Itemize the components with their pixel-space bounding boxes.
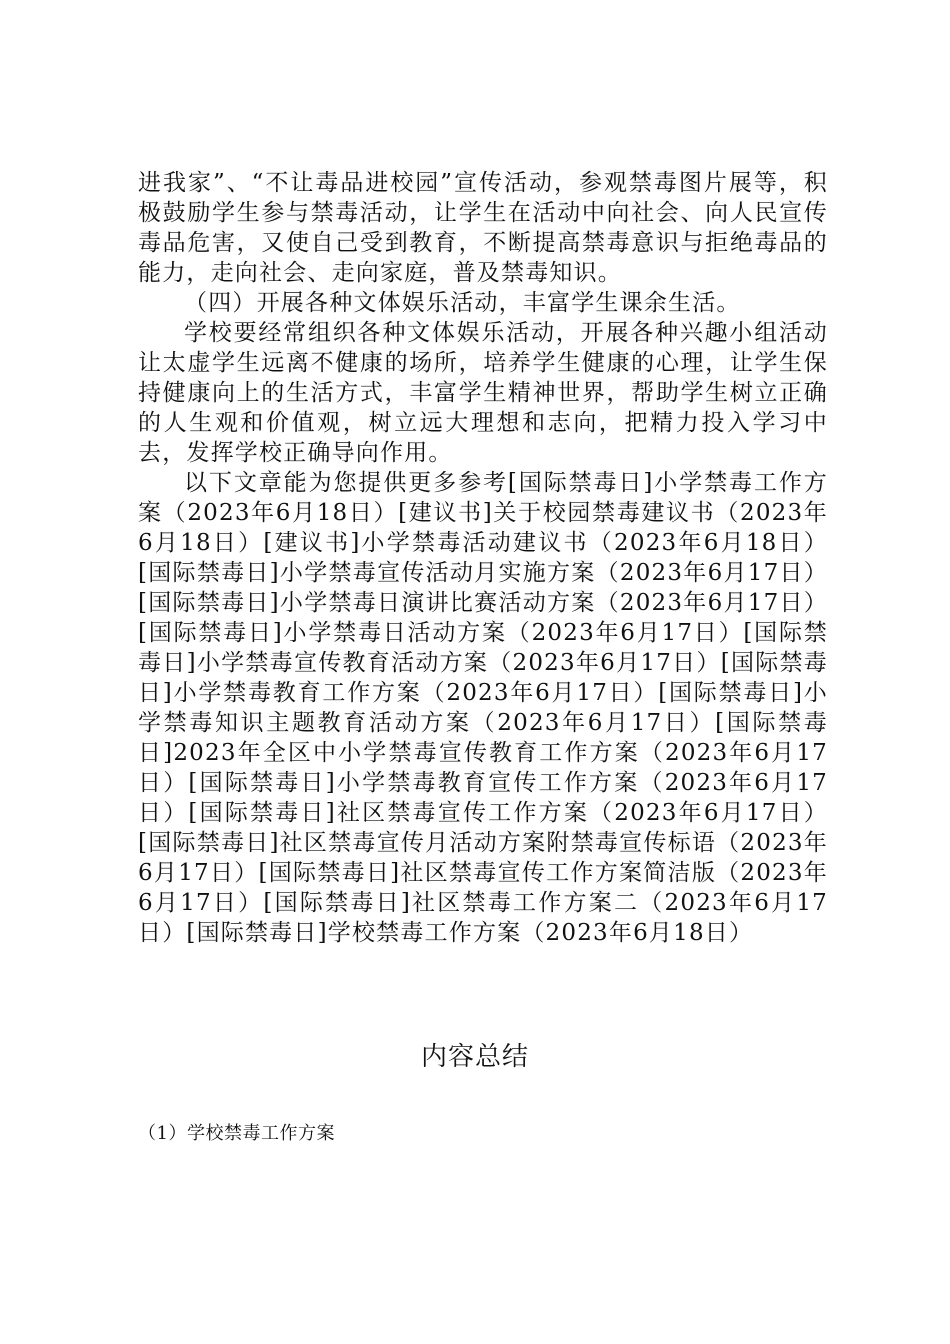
summary-item: （1）学校禁毒工作方案 — [138, 1123, 335, 1144]
paragraph-activities: 进我家”、“不让毒品进校园”宣传活动，参观禁毒图片展等，积极鼓励学生参与禁毒活动，让学生在活动中向社会、向人民宣传毒品危害，又使自己受到教育，不断提高禁毒意识与拒绝毒品的能力，走向社会、走向家庭，普及禁毒知识。 — [138, 170, 828, 286]
section-heading-4: （四）开展各种文体娱乐活动，丰富学生课余生活。 — [184, 290, 741, 316]
document-body — [138, 168, 828, 948]
paragraph-references: 以下文章能为您提供更多参考[国际禁毒日]小学禁毒工作方案（2023年6月18日）[建议书]关于校园禁毒建议书（2023年6月18日）[建议书]小学禁毒活动建议书（2023年6月18日）[国际禁毒日]小学禁毒宣传活动月实施方案（2023年6月17日）[国际禁毒日]小学禁毒日演讲比赛活动方案（2023年6月17日）[国际禁毒日]小学禁毒日活动方案（2023年6月17日）[国际禁毒日]小学禁毒宣传教育活动方案（2023年6月17日）[国际禁毒日]小学禁毒教育工作方案（2023年6月17日）[国际禁毒日]小学禁毒知识主题教育活动方案（2023年6月17日）[国际禁毒日]2023年全区中小学禁毒宣传教育工作方案（2023年6月17日）[国际禁毒日]小学禁毒教育宣传工作方案（2023年6月17日）[国际禁毒日]社区禁毒宣传工作方案（2023年6月17日）[国际禁毒日]社区禁毒宣传月活动方案附禁毒宣传标语（2023年6月17日）[国际禁毒日]社区禁毒宣传工作方案简洁版（2023年6月17日）[国际禁毒日]社区禁毒工作方案二（2023年6月17日）[国际禁毒日]学校禁毒工作方案（2023年6月18日） — [138, 470, 828, 946]
paragraph-entertainment: 学校要经常组织各种文体娱乐活动，开展各种兴趣小组活动让太虚学生远离不健康的场所，培养学生健康的心理，让学生保持健康向上的生活方式，丰富学生精神世界，帮助学生树立正确的人生观和价值观，树立远大理想和志向，把精力投入学习中去，发挥学校正确导向作用。 — [138, 320, 828, 466]
summary-title: 内容总结 — [420, 1042, 529, 1072]
